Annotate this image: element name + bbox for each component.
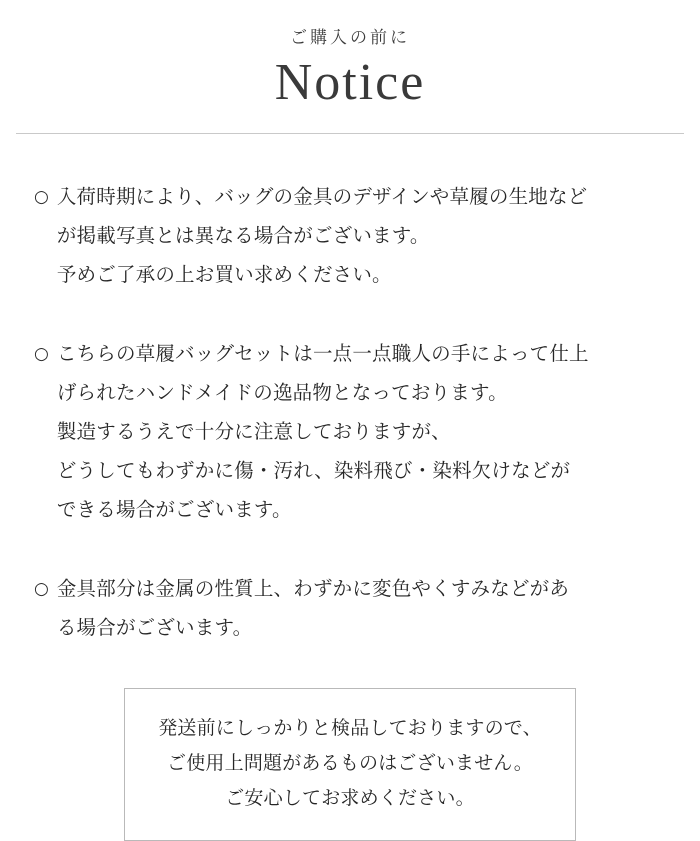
assurance-line: 発送前にしっかりと検品しておりますので、 (158, 717, 542, 739)
assurance-line: ご安心してお求めください。 (225, 787, 475, 809)
list-item (0, 570, 700, 648)
note-line: げられたハンドメイドの逸品物となっております。 (56, 381, 508, 404)
note-line: 金具部分は金属の性質上、わずかに変色やくすみなどがあ (56, 577, 570, 600)
note-line: 入荷時期により、バッグの金具のデザインや草履の生地など (56, 185, 588, 208)
note-line: 予めご了承の上お買い求めください。 (56, 263, 392, 286)
page-header (0, 0, 700, 134)
assurance-line: ご使用上問題があるものはございません。 (167, 752, 533, 774)
note-text (57, 178, 664, 295)
note-line: が掲載写真とは異なる場合がございます。 (56, 224, 430, 247)
bullet-circle-icon: ○ (34, 578, 49, 599)
list-item (0, 335, 700, 530)
list-item (0, 178, 700, 295)
note-line: できる場合がございます。 (56, 498, 292, 521)
note-line: る場合がございます。 (56, 616, 253, 639)
note-line: どうしてもわずかに傷・汚れ、染料飛び・染料欠けなどが (56, 459, 571, 482)
bullet-circle-icon: ○ (34, 343, 49, 364)
note-text (57, 570, 664, 648)
note-line: 製造するうえで十分に注意しておりますが、 (56, 420, 451, 443)
note-line: こちらの草履バッグセットは一点一点職人の手によって仕上 (56, 342, 589, 365)
notice-list (0, 134, 700, 648)
assurance-box (124, 688, 576, 841)
page-subtitle: ご購入の前に (290, 28, 410, 47)
bullet-circle-icon: ○ (34, 186, 49, 207)
page-title: Notice (274, 53, 426, 111)
note-text (57, 335, 664, 530)
footer-box-wrapper (0, 688, 700, 841)
